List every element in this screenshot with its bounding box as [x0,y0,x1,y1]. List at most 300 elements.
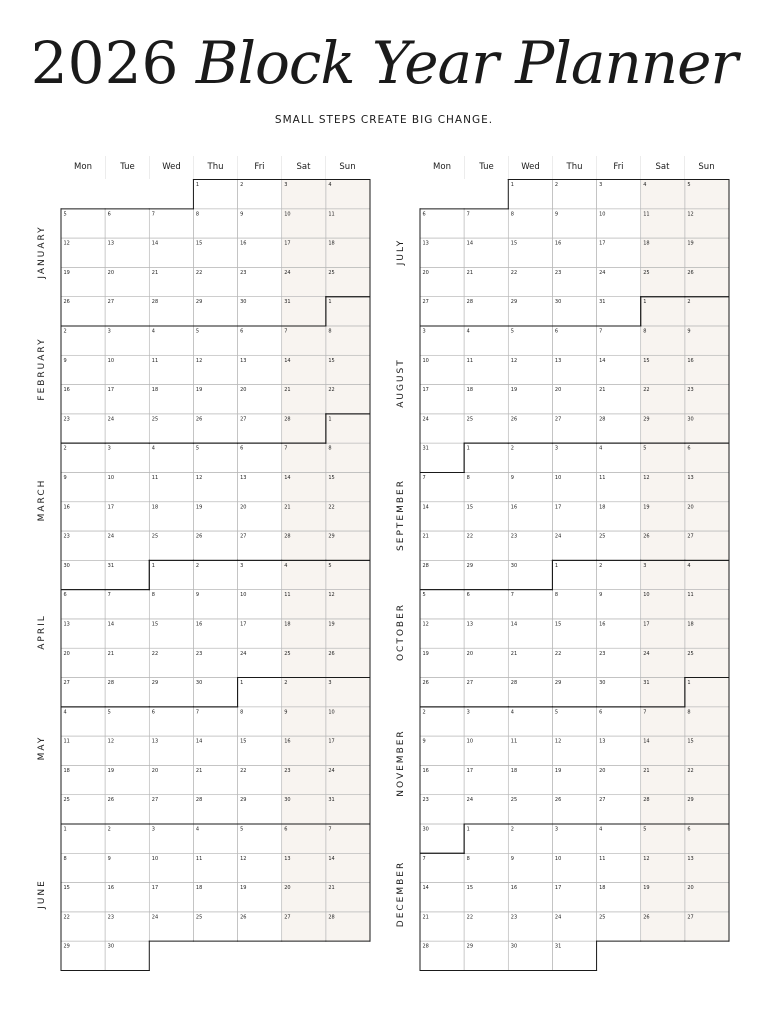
day-number: 9 [599,592,603,599]
day-number: 5 [643,826,647,833]
day-number: 10 [554,855,562,862]
day-number: 25 [151,416,159,423]
day-number: 22 [63,914,70,921]
day-number: 27 [240,416,247,423]
day-number: 4 [643,182,647,189]
day-number: 28 [284,533,291,540]
weekend-cell-shade [641,707,685,736]
day-number: 22 [195,269,203,276]
day-number: 31 [599,299,606,306]
day-number: 22 [554,650,562,657]
day-cell[interactable] [193,209,237,238]
day-cell[interactable] [552,590,596,619]
weekday-header-tue: Tue [464,156,508,179]
weekday-header-fri: Fri [596,156,640,179]
day-number: 24 [107,533,115,540]
day-cell[interactable] [105,707,149,736]
weekend-cell-shade [326,297,370,326]
day-number: 15 [554,621,562,628]
day-number: 28 [599,416,606,423]
day-number: 13 [240,474,247,481]
day-number: 17 [422,387,429,394]
day-number: 14 [422,504,429,511]
month-label-text: FEBRUARY [37,337,47,401]
day-number: 12 [328,592,335,599]
day-number: 15 [510,240,518,247]
day-number: 29 [466,562,474,569]
day-number: 17 [107,387,115,394]
day-cell[interactable] [464,443,508,472]
day-number: 22 [466,533,474,540]
day-cell[interactable] [193,824,237,853]
day-cell[interactable] [597,560,641,589]
day-cell[interactable] [105,443,149,472]
day-cell[interactable] [238,560,282,589]
day-number: 19 [643,504,650,511]
day-number: 4 [195,826,200,833]
day-cell[interactable] [238,326,282,355]
day-number: 26 [328,650,335,657]
day-cell[interactable] [61,590,105,619]
day-cell[interactable] [597,824,641,853]
day-number: 25 [510,797,518,804]
day-number: 23 [422,797,429,804]
day-number: 19 [195,387,203,394]
day-number: 25 [643,269,650,276]
day-number: 14 [284,474,291,481]
day-cell[interactable] [597,707,641,736]
day-number: 23 [240,269,247,276]
day-number: 6 [466,592,470,599]
weekend-cell-shade [326,560,370,589]
day-cell[interactable] [464,707,508,736]
day-cell[interactable] [420,853,464,882]
weekend-cell-shade [326,443,370,472]
day-cell[interactable] [464,853,508,882]
day-number: 9 [195,592,200,599]
day-number: 2 [195,562,200,569]
day-cell[interactable] [193,326,237,355]
day-number: 16 [510,885,518,892]
day-cell[interactable] [552,560,596,589]
day-number: 19 [687,240,694,247]
day-number: 13 [554,357,562,364]
day-number: 29 [328,533,335,540]
day-cell[interactable] [597,590,641,619]
day-cell[interactable] [105,853,149,882]
month-label-text: MAY [37,736,47,761]
day-number: 22 [328,387,335,394]
day-number: 16 [240,240,247,247]
day-number: 4 [599,445,603,452]
day-number: 23 [63,533,70,540]
day-number: 6 [599,709,603,716]
day-number: 15 [643,357,650,364]
day-number: 8 [328,328,332,335]
day-number: 4 [687,562,691,569]
day-number: 20 [687,885,694,892]
day-cell[interactable] [193,590,237,619]
day-cell[interactable] [508,824,552,853]
day-number: 23 [599,650,606,657]
day-number: 18 [284,621,291,628]
day-number: 4 [599,826,603,833]
day-cell[interactable] [61,824,105,853]
day-number: 12 [240,855,247,862]
day-number: 27 [687,533,694,540]
day-number: 3 [284,182,288,189]
day-number: 7 [195,709,200,716]
weekend-cell-shade [685,560,729,589]
day-number: 6 [687,445,691,452]
weekend-cell-shade [685,824,729,853]
day-cell[interactable] [420,209,464,238]
day-cell[interactable] [508,209,552,238]
day-cell[interactable] [597,326,641,355]
day-cell[interactable] [420,590,464,619]
day-number: 10 [466,738,474,745]
day-cell[interactable] [193,180,237,209]
day-number: 18 [643,240,650,247]
day-cell[interactable] [149,707,193,736]
day-number: 18 [151,504,159,511]
day-number: 31 [554,943,562,950]
day-number: 27 [63,680,70,687]
day-cell[interactable] [61,472,105,501]
day-number: 13 [422,240,429,247]
day-number: 18 [466,387,474,394]
day-number: 4 [466,328,470,335]
day-cell[interactable] [61,707,105,736]
day-number: 28 [510,680,518,687]
day-number: 16 [554,240,562,247]
day-number: 11 [151,474,159,481]
day-number: 23 [510,533,518,540]
day-number: 28 [284,416,291,423]
day-number: 12 [554,738,562,745]
day-number: 11 [599,855,606,862]
weekend-cell-shade [282,560,326,589]
day-number: 9 [63,474,67,481]
day-cell[interactable] [238,824,282,853]
day-number: 13 [687,474,694,481]
day-number: 26 [107,797,115,804]
day-cell[interactable] [552,443,596,472]
day-number: 9 [284,709,288,716]
day-number: 17 [151,885,159,892]
day-number: 14 [466,240,474,247]
day-number: 29 [63,943,70,950]
day-number: 17 [328,738,335,745]
day-number: 22 [328,504,335,511]
day-number: 27 [284,914,291,921]
day-cell[interactable] [508,326,552,355]
day-cell[interactable] [552,209,596,238]
day-number: 4 [328,182,332,189]
weekend-cell-shade [685,678,729,707]
day-cell[interactable] [149,560,193,589]
day-number: 24 [422,416,429,423]
weekday-header-wed: Wed [508,156,552,179]
day-number: 3 [151,826,155,833]
day-number: 28 [328,914,335,921]
day-cell[interactable] [420,736,464,765]
day-number: 12 [195,357,203,364]
day-cell[interactable] [464,824,508,853]
day-number: 24 [151,914,159,921]
day-cell[interactable] [552,707,596,736]
day-number: 21 [195,767,203,774]
day-number: 8 [63,855,67,862]
day-number: 7 [284,445,288,452]
day-number: 28 [643,797,650,804]
day-number: 17 [554,504,562,511]
day-number: 11 [510,738,518,745]
weekday-header-row [420,156,729,179]
day-number: 5 [195,445,200,452]
day-cell[interactable] [238,443,282,472]
day-number: 23 [195,650,203,657]
weekend-cell-shade [641,560,685,589]
day-number: 6 [240,445,244,452]
day-number: 27 [151,797,159,804]
day-cell[interactable] [149,590,193,619]
day-cell[interactable] [105,590,149,619]
day-number: 21 [466,269,474,276]
day-number: 17 [107,504,115,511]
day-number: 22 [151,650,159,657]
day-cell[interactable] [420,326,464,355]
day-cell[interactable] [508,180,552,209]
day-number: 4 [510,709,514,716]
day-number: 1 [195,182,200,189]
day-number: 16 [687,357,694,364]
day-number: 7 [422,474,426,481]
day-cell[interactable] [193,707,237,736]
day-cell[interactable] [420,472,464,501]
day-cell[interactable] [193,443,237,472]
day-number: 7 [466,211,470,218]
day-number: 3 [599,182,603,189]
weekend-cell-shade [282,326,326,355]
day-cell[interactable] [464,209,508,238]
day-cell[interactable] [61,209,105,238]
day-number: 3 [107,445,111,452]
day-number: 3 [328,680,332,687]
day-number: 15 [195,240,203,247]
day-number: 2 [510,826,514,833]
day-number: 1 [687,680,691,687]
day-number: 17 [554,885,562,892]
day-number: 17 [466,767,474,774]
weekend-cell-shade [685,443,729,472]
day-number: 31 [643,680,650,687]
day-number: 11 [151,357,159,364]
day-number: 30 [284,797,291,804]
day-number: 16 [422,767,429,774]
day-number: 22 [643,387,650,394]
day-number: 24 [240,650,247,657]
day-cell[interactable] [597,180,641,209]
day-number: 25 [466,416,474,423]
day-number: 5 [107,709,111,716]
day-number: 22 [510,269,518,276]
day-cell[interactable] [238,707,282,736]
day-number: 2 [554,182,559,189]
day-number: 3 [554,445,559,452]
day-number: 30 [687,416,694,423]
day-number: 7 [599,328,603,335]
planner-title [0,28,768,98]
day-cell[interactable] [238,678,282,707]
weekend-cell-shade [282,824,326,853]
day-cell[interactable] [149,209,193,238]
day-number: 21 [284,504,291,511]
day-number: 6 [687,826,691,833]
day-number: 11 [195,855,203,862]
day-cell[interactable] [238,180,282,209]
day-number: 1 [328,299,332,306]
day-number: 29 [643,416,650,423]
day-number: 25 [687,650,694,657]
day-cell[interactable] [552,824,596,853]
weekend-cell-shade [326,824,370,853]
day-number: 20 [284,885,291,892]
day-number: 11 [328,211,335,218]
day-cell[interactable] [508,590,552,619]
day-number: 19 [328,621,335,628]
calendar-grid [420,179,729,971]
day-cell[interactable] [552,180,596,209]
day-number: 9 [687,328,691,335]
day-number: 25 [151,533,159,540]
day-number: 26 [240,914,247,921]
day-number: 28 [422,943,429,950]
day-number: 3 [422,328,426,335]
day-number: 21 [510,650,518,657]
day-number: 29 [554,680,562,687]
month-label-text: JULY [396,238,406,266]
day-number: 30 [510,562,518,569]
day-number: 10 [599,211,606,218]
month-label-text: NOVEMBER [396,729,406,797]
day-cell[interactable] [464,472,508,501]
day-number: 23 [687,387,694,394]
day-cell[interactable] [238,209,282,238]
day-number: 7 [422,855,426,862]
day-cell[interactable] [193,560,237,589]
weekend-cell-shade [685,326,729,355]
day-cell[interactable] [552,326,596,355]
day-number: 4 [151,445,155,452]
day-number: 9 [63,357,67,364]
day-cell[interactable] [508,707,552,736]
month-label-text: SEPTEMBER [396,478,406,551]
day-number: 5 [554,709,559,716]
day-number: 30 [510,943,518,950]
day-number: 12 [195,474,203,481]
day-cell[interactable] [61,853,105,882]
day-number: 10 [151,855,159,862]
day-number: 28 [422,562,429,569]
day-cell[interactable] [597,443,641,472]
day-number: 6 [63,592,67,599]
day-cell[interactable] [61,355,105,384]
day-number: 9 [240,211,244,218]
day-number: 31 [107,562,115,569]
title-year: 2026 [30,29,179,97]
day-number: 16 [510,504,518,511]
day-number: 18 [195,885,203,892]
day-number: 6 [554,328,559,335]
day-number: 1 [510,182,514,189]
day-number: 16 [284,738,291,745]
day-number: 23 [554,269,562,276]
day-number: 21 [599,387,606,394]
day-number: 10 [107,357,115,364]
day-cell[interactable] [61,326,105,355]
weekend-cell-shade [282,180,326,209]
day-number: 5 [240,826,244,833]
day-number: 7 [328,826,332,833]
day-number: 8 [466,855,470,862]
day-cell[interactable] [508,853,552,882]
day-number: 2 [63,328,67,335]
day-cell[interactable] [149,824,193,853]
day-number: 8 [510,211,514,218]
day-number: 3 [554,826,559,833]
day-number: 13 [240,357,247,364]
day-cell[interactable] [105,824,149,853]
day-number: 26 [63,299,70,306]
day-number: 16 [63,387,70,394]
day-cell[interactable] [464,590,508,619]
day-number: 8 [554,592,559,599]
day-number: 30 [422,826,429,833]
day-number: 24 [599,269,606,276]
weekend-cell-shade [326,326,370,355]
day-number: 13 [284,855,291,862]
title-text: Block Year Planner [195,29,738,97]
day-cell[interactable] [464,326,508,355]
day-number: 2 [422,709,426,716]
day-number: 10 [643,592,650,599]
day-number: 14 [328,855,335,862]
day-cell[interactable] [105,326,149,355]
day-cell[interactable] [508,472,552,501]
day-number: 14 [422,885,429,892]
day-number: 6 [284,826,288,833]
day-cell[interactable] [420,707,464,736]
day-cell[interactable] [508,443,552,472]
day-cell[interactable] [149,443,193,472]
day-number: 22 [687,767,694,774]
month-label-text: AUGUST [396,358,406,409]
day-number: 8 [687,709,691,716]
day-number: 18 [328,240,335,247]
day-number: 14 [151,240,159,247]
day-number: 21 [422,533,429,540]
day-number: 29 [510,299,518,306]
day-number: 29 [687,797,694,804]
day-number: 10 [422,357,429,364]
day-number: 23 [107,914,115,921]
day-number: 12 [687,211,694,218]
day-cell[interactable] [105,209,149,238]
day-cell[interactable] [61,443,105,472]
day-number: 12 [422,621,429,628]
day-cell[interactable] [149,326,193,355]
